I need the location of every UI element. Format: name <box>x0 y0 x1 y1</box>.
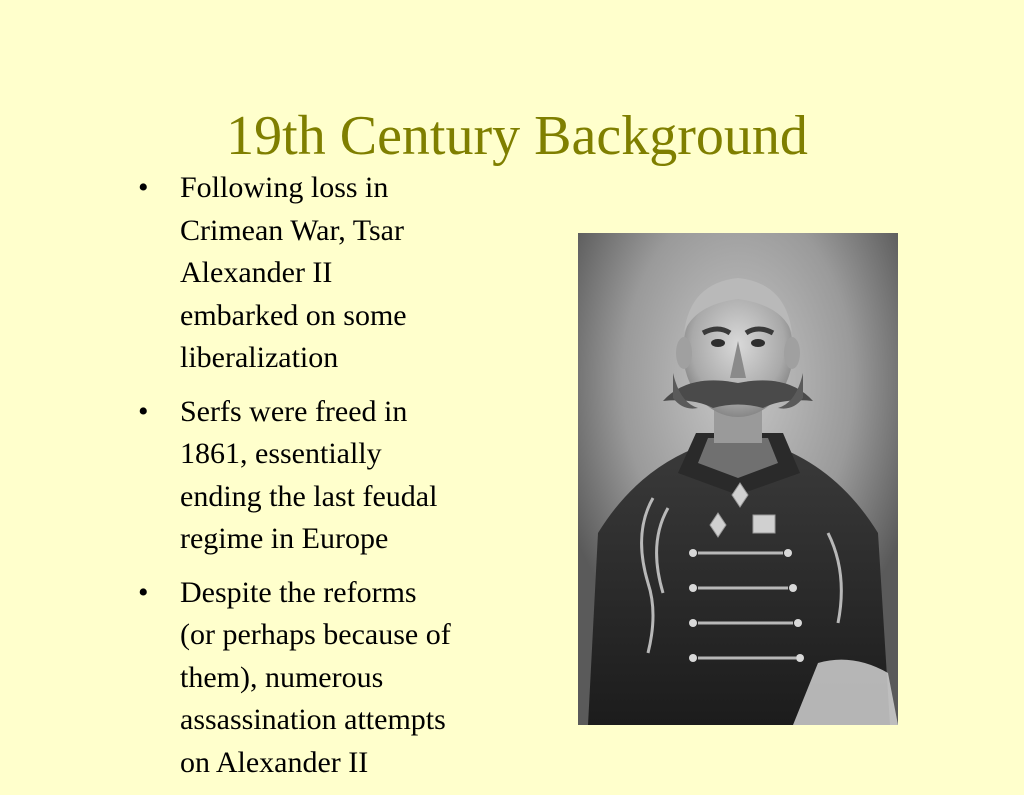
portrait-image <box>578 233 898 725</box>
bullet-text: Following loss in Crimean War, Tsar Alexander II embarked on some liberalization <box>180 171 407 374</box>
bullet-item <box>138 391 548 561</box>
bullet-list <box>138 167 548 795</box>
bullet-item <box>138 572 548 785</box>
portrait-photo <box>578 233 898 725</box>
bullet-item <box>138 167 548 380</box>
bullet-marker: • <box>138 394 149 428</box>
bullet-marker: • <box>138 575 149 609</box>
bullet-text: Despite the reforms (or perhaps because of them), numerous assassination attempts on Alexander II <box>180 575 451 779</box>
slide-title: 19th Century Background <box>226 105 808 167</box>
bullet-text: Serfs were freed in 1861, essentially ending the last feudal regime in Europe <box>180 394 438 555</box>
bullet-marker: • <box>138 171 149 204</box>
